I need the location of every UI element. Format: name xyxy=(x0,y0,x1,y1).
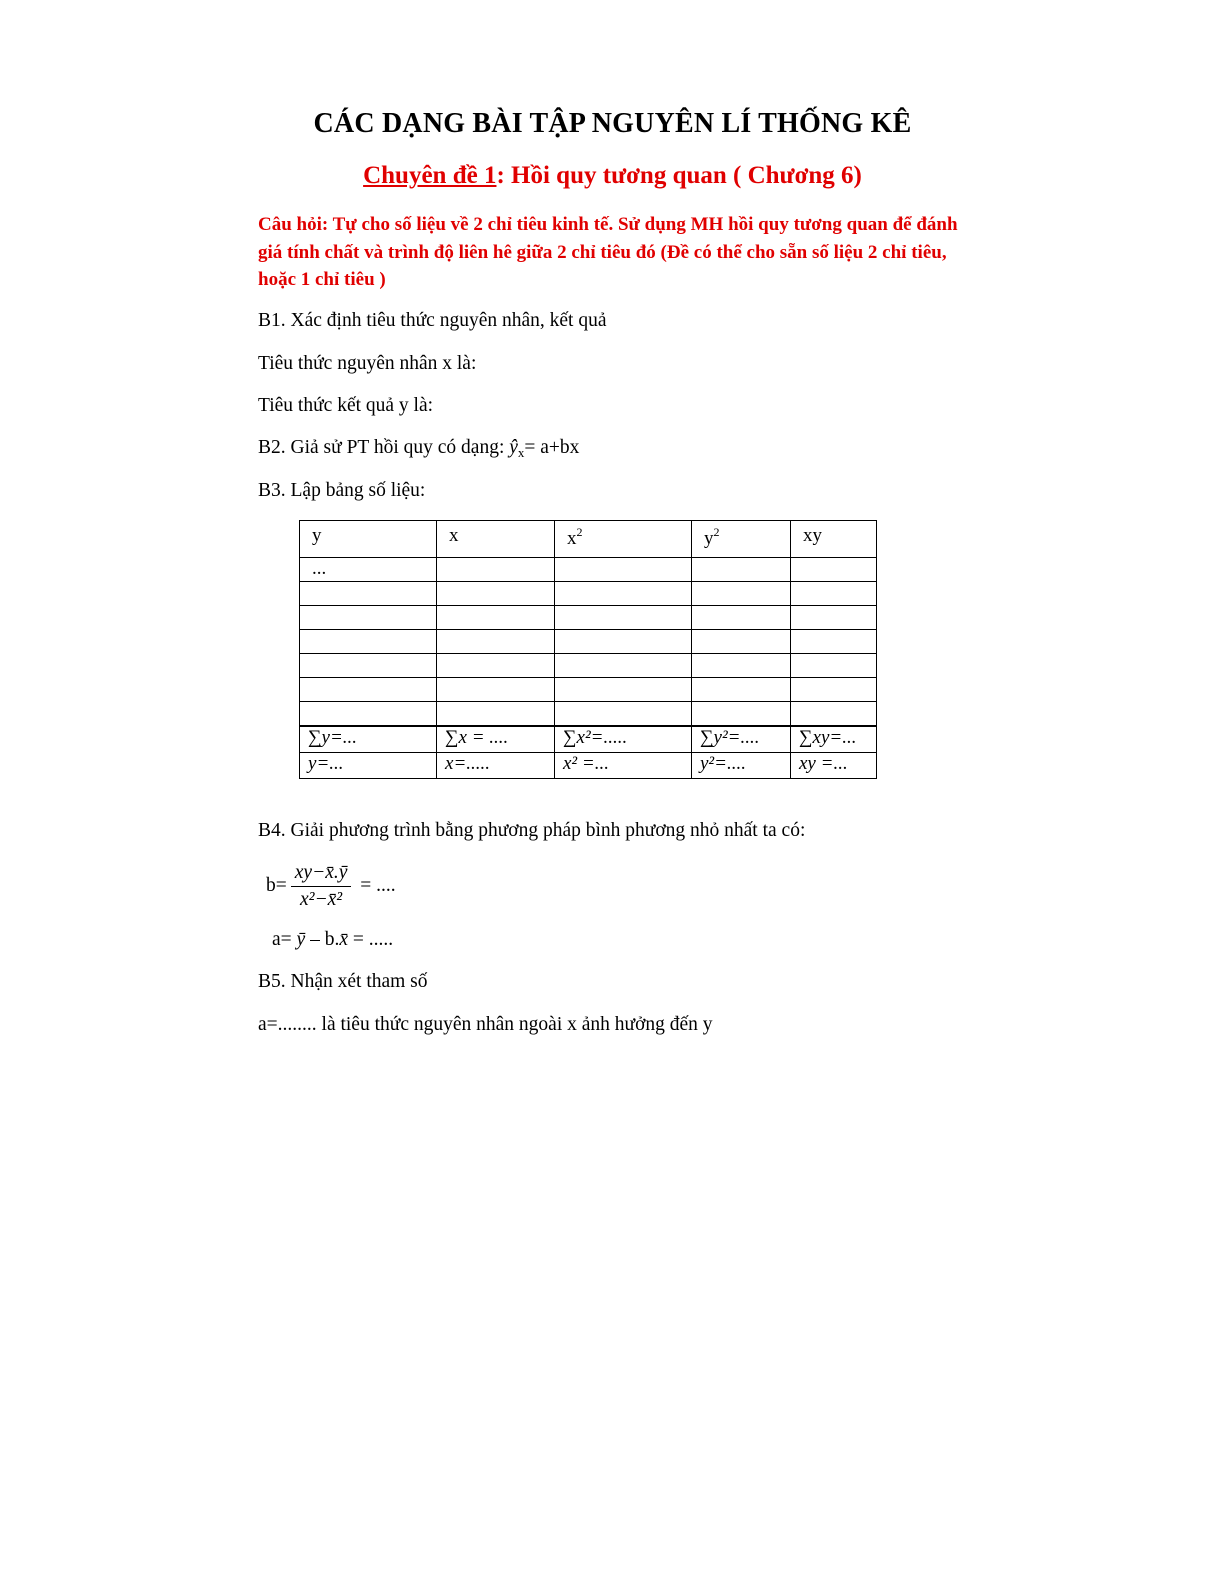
formula-a-xbar: x̄ xyxy=(339,929,348,950)
data-table xyxy=(299,520,877,779)
table-cell xyxy=(791,702,877,727)
mean-cell-xy xyxy=(791,753,877,779)
mean-xy-value: =... xyxy=(815,753,848,774)
table-cell xyxy=(300,630,437,654)
step-b2-prefix: B2. Giả sử PT hồi quy có dạng: xyxy=(258,437,510,458)
table-cell xyxy=(300,654,437,678)
mean-y-value: =... xyxy=(316,753,344,774)
table-cell xyxy=(437,582,555,606)
sum-cell-y2: ∑y²=.... xyxy=(692,726,791,753)
step-b2 xyxy=(258,437,579,461)
table-cell xyxy=(692,582,791,606)
table-row xyxy=(300,654,877,678)
table-cell xyxy=(437,606,555,630)
formula-a-rhs: = ..... xyxy=(347,929,394,950)
table-cell xyxy=(692,678,791,702)
mean-x-symbol: $\overline{x}$ xyxy=(445,753,454,774)
table-row xyxy=(300,606,877,630)
table-cell xyxy=(555,654,692,678)
step-b1: B1. Xác định tiêu thức nguyên nhân, kết quả xyxy=(258,310,607,331)
yhat-symbol: ŷ xyxy=(509,437,518,458)
formula-b-fraction xyxy=(291,862,352,911)
mean-y2-symbol: y² xyxy=(700,753,715,774)
yhat-subscript: x xyxy=(517,445,525,460)
table-cell xyxy=(437,678,555,702)
formula-b-rhs: = .... xyxy=(355,874,396,896)
mean-y-symbol: $\overline{y}$ xyxy=(308,753,317,774)
formula-b-denominator: x²−x̄² xyxy=(299,889,343,910)
table-cell xyxy=(692,654,791,678)
table-cell xyxy=(692,606,791,630)
formula-a-lhs: a= xyxy=(272,929,297,950)
table-row xyxy=(300,630,877,654)
sum-row xyxy=(300,726,877,753)
table-cell xyxy=(791,582,877,606)
sum-cell-y: ∑y=... xyxy=(300,726,437,753)
table-cell xyxy=(692,558,791,582)
header-cell-xy xyxy=(791,521,877,558)
table-cell xyxy=(791,606,877,630)
table-cell xyxy=(437,654,555,678)
header-xy: xy xyxy=(803,525,822,546)
mean-cell-x xyxy=(437,753,555,779)
subtitle-rest: : Hồi quy tương quan ( Chương 6) xyxy=(496,162,862,189)
header-y2-base: y xyxy=(704,528,714,549)
header-cell-x xyxy=(437,521,555,558)
table-row xyxy=(300,678,877,702)
mean-cell-y2 xyxy=(692,753,791,779)
formula-b xyxy=(266,862,396,911)
header-y: y xyxy=(312,525,322,546)
mean-x2-value: =... xyxy=(577,753,609,774)
table-cell xyxy=(437,702,555,727)
formula-a-mid: – b. xyxy=(305,929,340,950)
header-cell-y2 xyxy=(692,521,791,558)
sum-cell-xy: ∑xy=... xyxy=(791,726,877,753)
table-row xyxy=(300,558,877,582)
table-row xyxy=(300,702,877,727)
header-cell-x2 xyxy=(555,521,692,558)
step-b5: B5. Nhận xét tham số xyxy=(258,971,428,992)
table-cell xyxy=(300,702,437,727)
table-cell xyxy=(555,630,692,654)
table-cell: ... xyxy=(300,558,437,582)
step-b3: B3. Lập bảng số liệu: xyxy=(258,480,426,501)
header-x2-base: x xyxy=(567,528,577,549)
table-cell xyxy=(555,678,692,702)
formula-b-numerator: xy−x̄.ȳ xyxy=(291,862,352,887)
header-cell-y xyxy=(300,521,437,558)
table-cell xyxy=(791,558,877,582)
mean-cell-y xyxy=(300,753,437,779)
header-y2-sup: 2 xyxy=(713,525,720,539)
header-x: x xyxy=(449,525,459,546)
table-cell xyxy=(692,630,791,654)
table-cell xyxy=(692,702,791,727)
table-cell xyxy=(791,630,877,654)
step-b2-rhs: = a+bx xyxy=(524,437,580,458)
a-comment: a=........ là tiêu thức nguyên nhân ngoài x ảnh hưởng đến y xyxy=(258,1014,713,1035)
table-cell xyxy=(437,558,555,582)
header-x2-sup: 2 xyxy=(576,525,583,539)
page-title: CÁC DẠNG BÀI TẬP NGUYÊN LÍ THỐNG KÊ xyxy=(313,108,912,139)
table-cell xyxy=(791,678,877,702)
table-cell xyxy=(300,678,437,702)
table-header-row xyxy=(300,521,877,558)
step-b4: B4. Giải phương trình bằng phương pháp bình phương nhỏ nhất ta có: xyxy=(258,820,806,841)
subtitle-lead: Chuyên đề 1 xyxy=(363,162,497,189)
table-cell xyxy=(791,654,877,678)
table-cell xyxy=(300,582,437,606)
sum-cell-x: ∑x = .... xyxy=(437,726,555,753)
question-text: Câu hỏi: Tự cho số liệu về 2 chỉ tiêu kinh tế. Sử dụng MH hồi quy tương quan để đánh giá tính chất và trình độ liên hê giữa 2 chỉ tiêu đó (Đề có thể cho sẵn số liệu 2 chỉ tiêu, hoặc 1 chỉ tiêu ) xyxy=(258,214,958,290)
table-row xyxy=(300,582,877,606)
formula-a-ybar: ȳ xyxy=(296,929,306,950)
subtitle xyxy=(0,162,1225,190)
formula-a xyxy=(272,929,393,951)
mean-y2-value: =.... xyxy=(714,753,746,774)
table-cell xyxy=(300,606,437,630)
effect-line: Tiêu thức kết quả y là: xyxy=(258,395,434,416)
table-cell xyxy=(555,702,692,727)
cause-line: Tiêu thức nguyên nhân x là: xyxy=(258,353,477,374)
mean-xy-symbol: $\overline{xy}$ xyxy=(799,753,816,774)
mean-cell-x2 xyxy=(555,753,692,779)
formula-b-lhs: b= xyxy=(266,874,287,896)
table-cell xyxy=(555,582,692,606)
sum-cell-x2: ∑x²=..... xyxy=(555,726,692,753)
table-cell xyxy=(437,630,555,654)
mean-row xyxy=(300,753,877,779)
table-cell xyxy=(555,558,692,582)
mean-x-value: =..... xyxy=(453,753,491,774)
table-cell xyxy=(555,606,692,630)
mean-x2-symbol: x² xyxy=(563,753,578,774)
